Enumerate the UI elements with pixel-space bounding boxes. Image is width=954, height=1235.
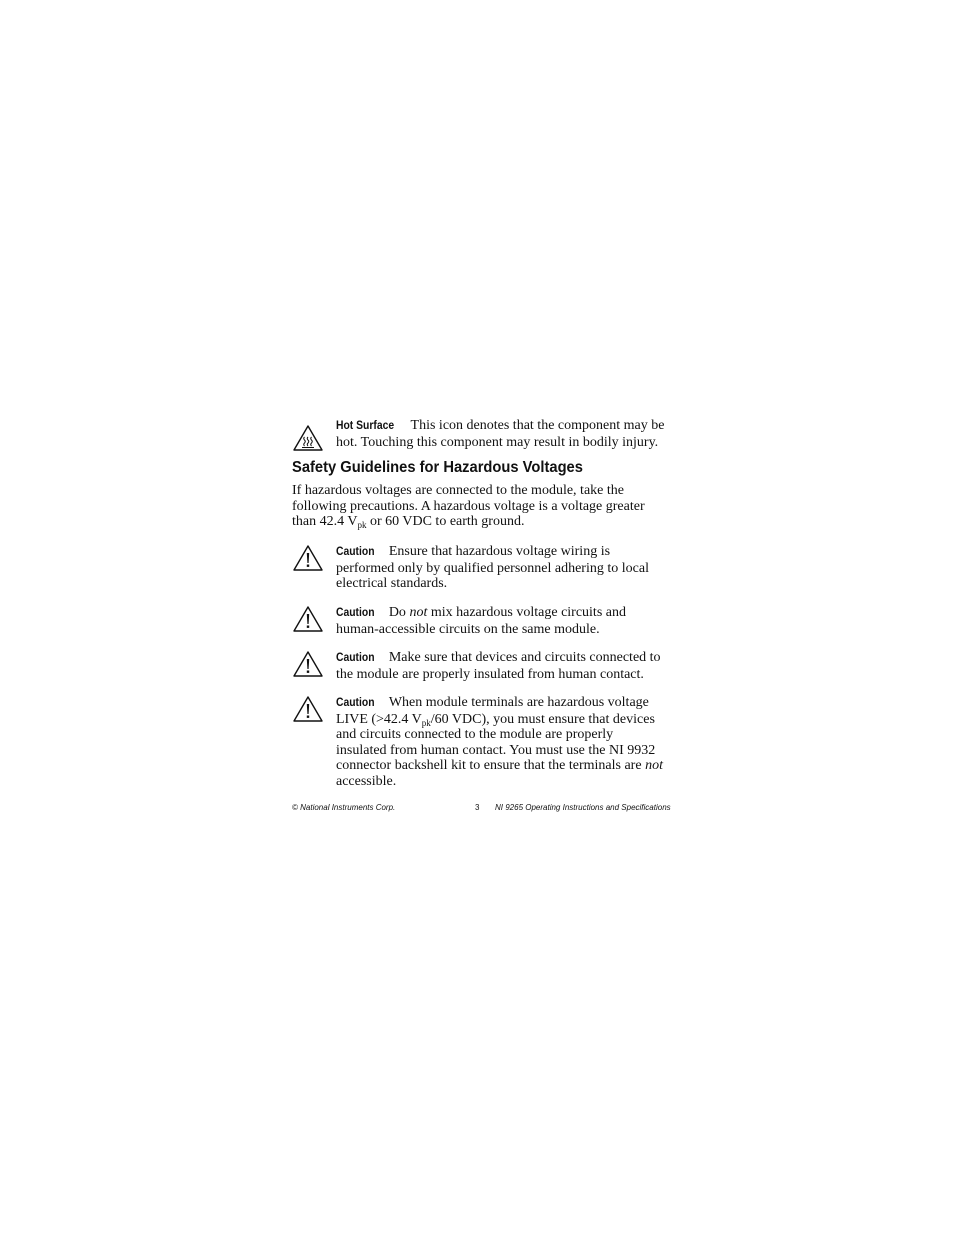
- hot-surface-text: This icon denotes that the component may be hot. Touching this component may result in bodily injury.: [336, 418, 665, 450]
- intro-subscript: pk: [357, 520, 367, 531]
- caution-text-end: mix hazardous voltage circuits and human-accessible circuits on the same module.: [336, 605, 626, 637]
- caution-label: Caution: [336, 607, 375, 619]
- caution-text: Do: [388, 605, 410, 620]
- caution-text-end: accessible.: [336, 773, 397, 789]
- footer-copyright: © National Instruments Corp.: [292, 803, 396, 812]
- caution-subscript: pk: [421, 717, 431, 728]
- footer-document-title: NI 9265 Operating Instructions and Specifications: [495, 803, 671, 812]
- caution-note-3: [336, 650, 666, 682]
- hot-surface-label: Hot Surface: [336, 420, 395, 432]
- caution-icon: [292, 650, 324, 678]
- caution-emphasis: not: [409, 605, 428, 620]
- caution-icon: [292, 695, 324, 723]
- intro-paragraph: [292, 483, 662, 530]
- footer-page-number: 3: [475, 803, 480, 812]
- hot-surface-note: [336, 418, 666, 450]
- caution-text: When module terminals are hazardous voltage LIVE (>42.4 V: [336, 695, 649, 727]
- caution-note-2: [336, 605, 666, 637]
- caution-text-mid: /60 VDC), you must ensure that devices and circuits connected to the module are properly insulated from human contact. You must use the NI 9932 connector backshell kit to ensure that the terminals are: [336, 711, 656, 774]
- caution-note-4: [336, 695, 666, 790]
- caution-emphasis: not: [645, 758, 663, 774]
- caution-label: Caution: [336, 652, 375, 664]
- intro-text-end: or 60 VDC to earth ground.: [366, 514, 525, 530]
- caution-text: Make sure that devices and circuits connected to the module are properly insulated from human contact.: [336, 650, 661, 682]
- caution-note-1: [336, 544, 666, 592]
- caution-icon: [292, 605, 324, 633]
- caution-label: Caution: [336, 697, 375, 709]
- caution-icon: [292, 544, 324, 572]
- hot-surface-icon: [292, 424, 324, 452]
- section-heading: Safety Guidelines for Hazardous Voltages: [292, 459, 583, 476]
- caution-text: Ensure that hazardous voltage wiring is performed only by qualified personnel adhering to local electrical standards.: [336, 544, 649, 592]
- intro-text: If hazardous voltages are connected to the module, take the following precautions. A hazardous voltage is a voltage greater than 42.4 V: [292, 483, 645, 530]
- caution-label: Caution: [336, 546, 375, 558]
